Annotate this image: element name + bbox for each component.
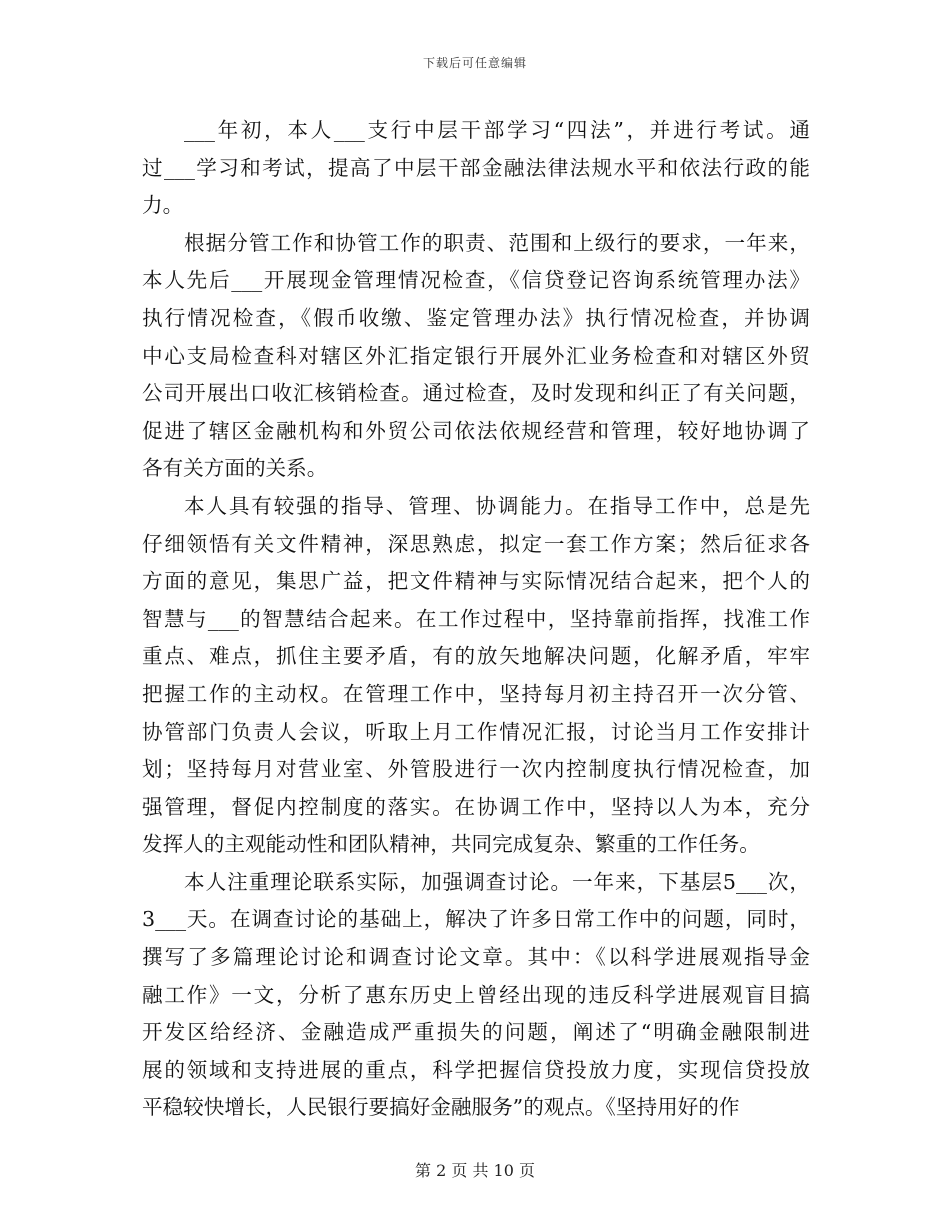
text-line: 执行情况检查，《假币收缴、鉴定管理办法》执行情况检查，并协调 xyxy=(142,305,810,330)
text-line: 智慧与___的智慧结合起来。在工作过程中，坚持靠前指挥，找准工作 xyxy=(142,606,810,631)
text-line: 促进了辖区金融机构和外贸公司依法依规经营和管理，较好地协调了 xyxy=(142,418,810,443)
page-number-footer: 第 2 页 共 10 页 xyxy=(415,1161,535,1180)
text-line: 撰写了多篇理论讨论和调查讨论文章。其中：《以科学进展观指导金 xyxy=(142,945,810,970)
text-line: 本人具有较强的指导、管理、协调能力。在指导工作中，总是先 xyxy=(184,493,810,518)
page-header: 下载后可任意编辑 xyxy=(422,56,527,70)
paragraph xyxy=(142,488,810,864)
paragraph xyxy=(142,225,810,488)
paragraph xyxy=(142,864,810,1127)
text-line: 融工作》一文，分析了惠东历史上曾经出现的违反科学进展观盲目搞 xyxy=(142,982,810,1007)
text-line: 仔细领悟有关文件精神，深思熟虑，拟定一套工作方案；然后征求各 xyxy=(142,531,810,556)
text-line: 开发区给经济、金融造成严重损失的问题，阐述了“明确金融限制进 xyxy=(142,1020,810,1045)
text-line: 本人注重理论联系实际，加强调查讨论。一年来，下基层5___次， xyxy=(184,869,810,894)
text-line: 各有关方面的关系。 xyxy=(142,456,328,481)
text-line: 中心支局检查科对辖区外汇指定银行开展外汇业务检查和对辖区外贸 xyxy=(142,343,810,368)
text-line: 把握工作的主动权。在管理工作中，坚持每月初主持召开一次分管、 xyxy=(142,681,810,706)
text-line: 公司开展出口收汇核销检查。通过检查，及时发现和纠正了有关问题， xyxy=(142,381,810,406)
text-line: ___年初，本人___支行中层干部学习“四法”，并进行考试。通 xyxy=(184,118,810,142)
text-line: 强管理，督促内控制度的落实。在协调工作中，坚持以人为本，充分 xyxy=(142,794,810,819)
text-line: 过___学习和考试，提高了中层干部金融法律法规水平和依法行政的能 xyxy=(142,155,810,180)
text-line: 划；坚持每月对营业室、外管股进行一次内控制度执行情况检查，加 xyxy=(142,757,810,782)
document-body xyxy=(142,112,810,1127)
text-line: 协管部门负责人会议，听取上月工作情况汇报，讨论当月工作安排计 xyxy=(142,719,810,744)
text-line: 3___天。在调查讨论的基础上，解决了许多日常工作中的问题，同时， xyxy=(142,907,810,932)
text-line: 发挥人的主观能动性和团队精神，共同完成复杂、繁重的工作任务。 xyxy=(142,832,760,857)
text-line: 本人先后___开展现金管理情况检查，《信贷登记咨询系统管理办法》 xyxy=(142,268,810,293)
paragraph xyxy=(142,112,810,225)
text-line: 展的领域和支持进展的重点，科学把握信贷投放力度，实现信贷投放 xyxy=(142,1057,810,1082)
text-line: 力。 xyxy=(142,193,184,218)
text-line: 重点、难点，抓住主要矛盾，有的放矢地解决问题，化解矛盾，牢牢 xyxy=(142,644,810,669)
text-line: 平稳较快增长，人民银行要搞好金融服务”的观点。《坚持用好的作 xyxy=(142,1095,740,1120)
text-line: 方面的意见，集思广益，把文件精神与实际情况结合起来，把个人的 xyxy=(142,569,810,594)
text-line: 根据分管工作和协管工作的职责、范围和上级行的要求，一年来， xyxy=(184,230,810,255)
